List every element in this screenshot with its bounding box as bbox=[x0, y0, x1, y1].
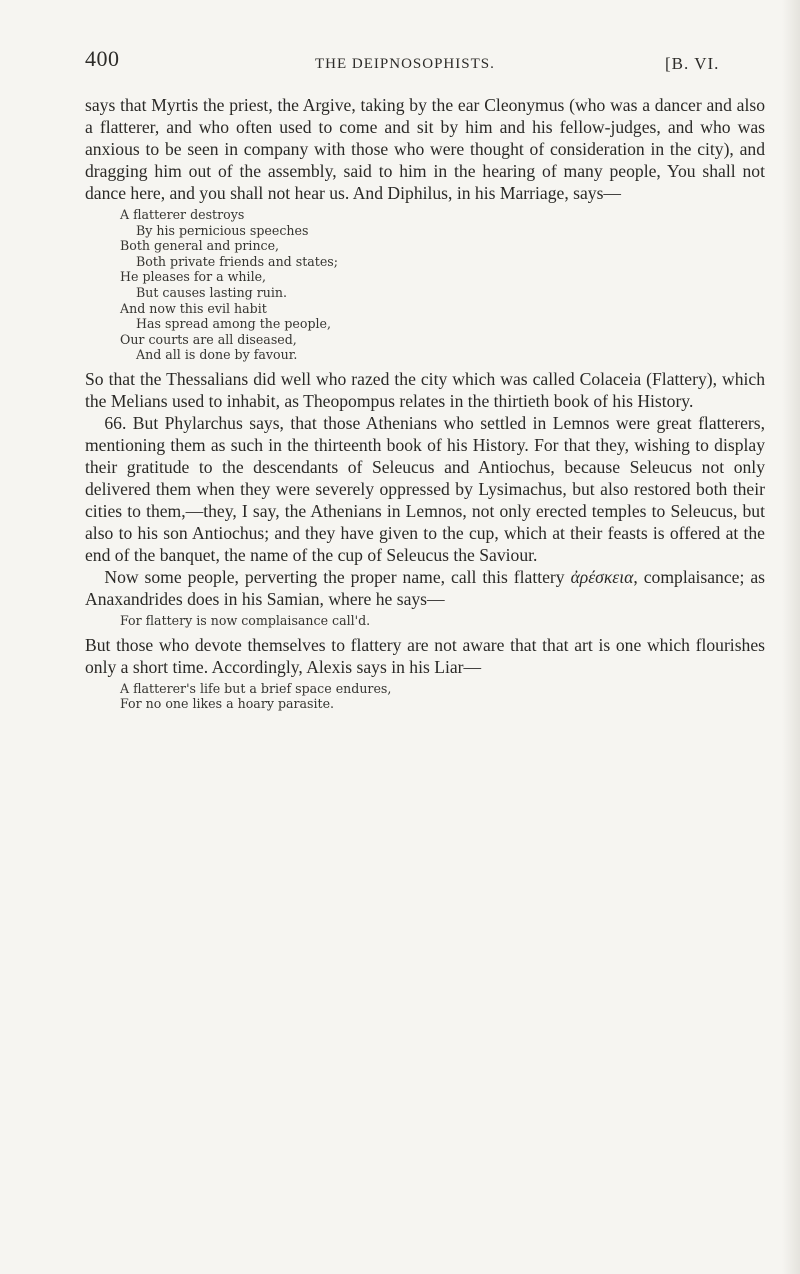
verse-line: Our courts are all diseased, bbox=[120, 331, 297, 347]
verse-line: By his pernicious speeches bbox=[136, 222, 309, 238]
paragraph-anaxandrides bbox=[85, 566, 765, 610]
greek-word: ἀρέσκεια bbox=[570, 567, 634, 588]
verse-line: Both private friends and states; bbox=[136, 253, 338, 269]
paragraph-phylarchus: 66. But Phylarchus says, that those Athenians who settled in Lemnos were great flatterers, mentioning them as such in the thirteenth book of his History. For that they, wishing to display their gratitude to the descendants of Seleucus and Antiochus, because Seleucus not only delivered them when they were severely oppressed by Lysimachus, but also restored both their cities to them,—they, I say, the Athenians in Lemnos, not only erected temples to Seleucus, but also to his son Antiochus; and they have given to the cup, which at their feasts is offered at the end of the banquet, the name of the cup of Seleucus the Saviour. bbox=[85, 412, 765, 566]
running-title: THE DEIPNOSOPHISTS. bbox=[315, 56, 495, 72]
paragraph-thessalians: So that the Thessalians did well who razed the city which was called Colaceia (Flattery), which the Melians used to inhabit, as Theopompus relates in the thirtieth book of his History. bbox=[85, 368, 765, 411]
page-header bbox=[85, 46, 765, 86]
verse-line: Has spread among the people, bbox=[136, 316, 332, 332]
verse-line: For flattery is now complaisance call'd. bbox=[120, 613, 371, 629]
verse-line: And now this evil habit bbox=[120, 300, 267, 316]
verse-line: For no one likes a hoary parasite. bbox=[120, 696, 335, 712]
verse-line: A flatterer destroys bbox=[120, 207, 245, 223]
verse-line: He pleases for a while, bbox=[120, 269, 267, 285]
verse-anaxandrides bbox=[85, 613, 765, 629]
verse-line: But causes lasting ruin. bbox=[136, 284, 288, 300]
verse-alexis bbox=[85, 681, 765, 712]
page-number: 400 bbox=[85, 46, 120, 71]
page-edge-shadow bbox=[782, 0, 800, 1274]
verse-line: Both general and prince, bbox=[120, 238, 280, 254]
verse-line: A flatterer's life but a brief space endures, bbox=[120, 680, 392, 696]
text-segment: Now some people, perverting the proper name, call this flattery bbox=[104, 567, 571, 588]
paragraph-alexis: But those who devote themselves to flattery are not aware that that art is one which flourishes only a short time. Accordingly, Alexis says in his Liar— bbox=[85, 634, 765, 677]
verse-line: And all is done by favour. bbox=[136, 347, 298, 363]
verse-diphilus bbox=[85, 207, 765, 362]
paragraph-myrtis: says that Myrtis the priest, the Argive, taking by the ear Cleonymus (who was a dancer and also a flatterer, and who often used to come and sit by him and his fellow-judges, and who was anxious to be seen in company with those who were thought of consideration in the city), and dragging him out of the assembly, said to him in the hearing of many people, You shall not dance here, and you shall not hear us. And Diphilus, in his Marriage, says— bbox=[85, 95, 765, 204]
body-text bbox=[85, 94, 765, 717]
text-segment: , complaisance; as Anaxandrides does in his Samian, where he says— bbox=[85, 567, 765, 610]
book-reference: [B. VI. bbox=[665, 54, 720, 73]
